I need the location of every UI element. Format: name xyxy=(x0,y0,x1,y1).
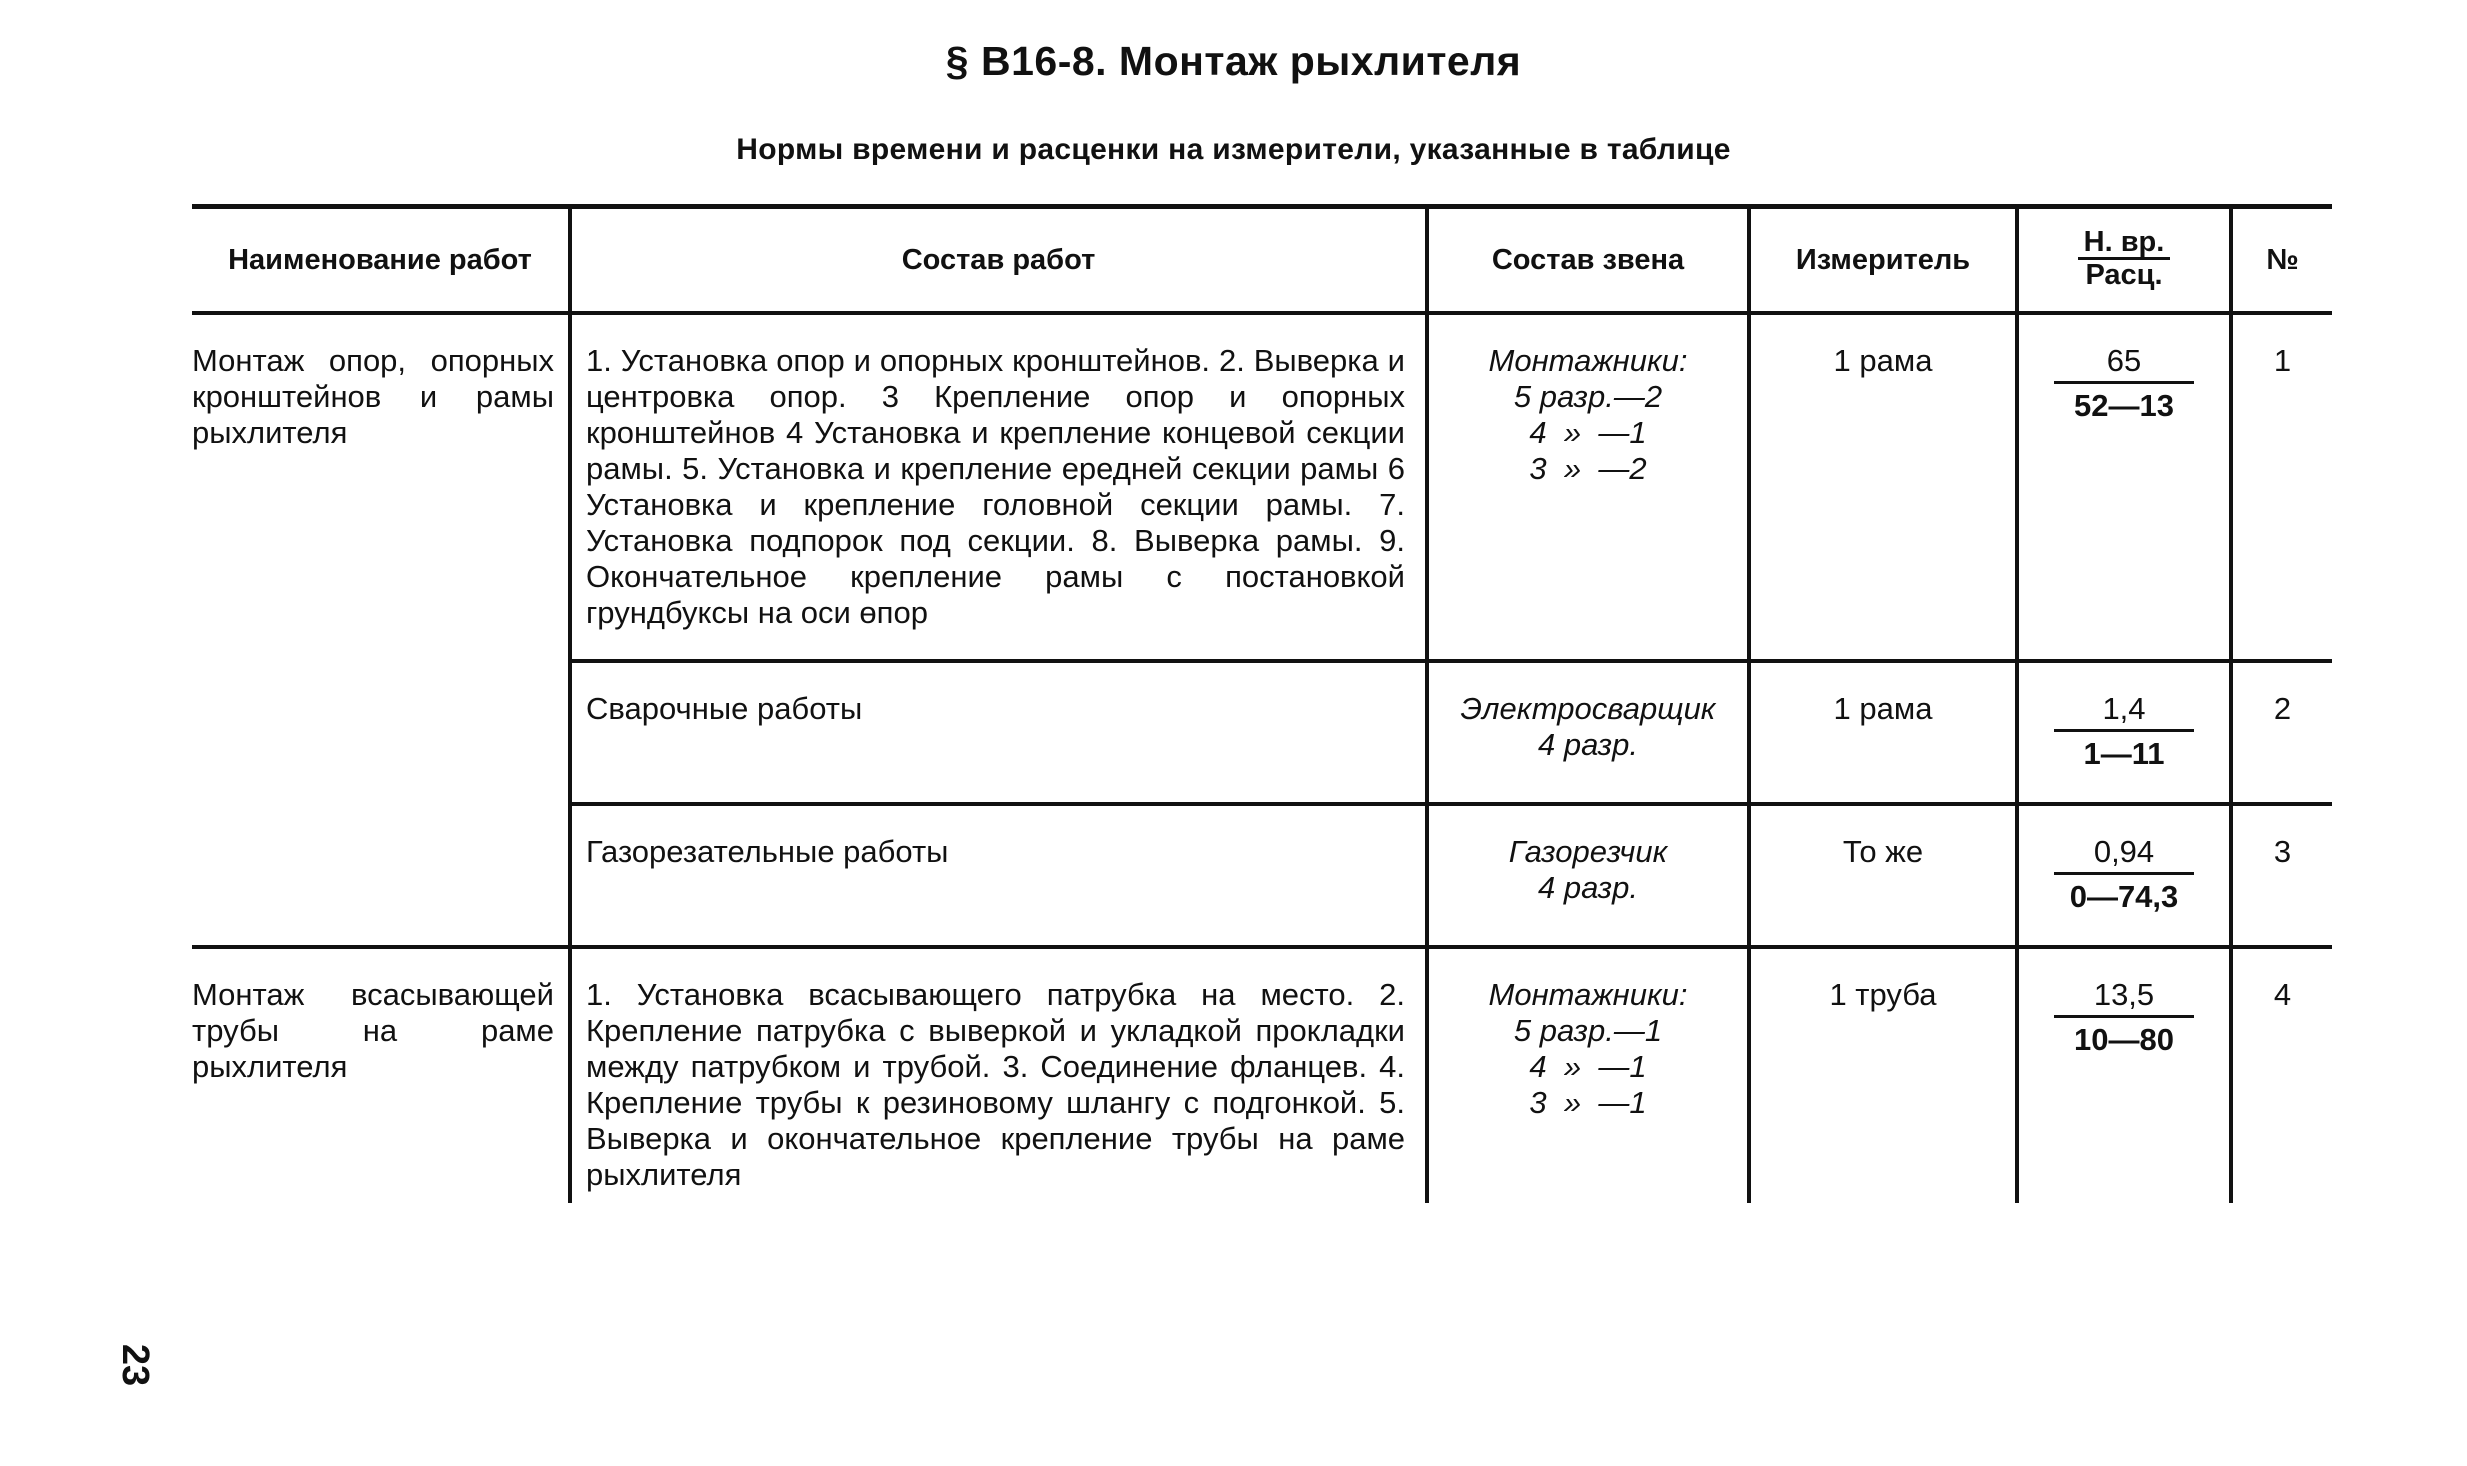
table-subtitle: Нормы времени и расценки на измерители, указанные в таблице xyxy=(736,133,1731,166)
time-norm: 0,94 xyxy=(2054,834,2194,875)
section-title: § В16-8. Монтаж рыхлителя xyxy=(945,38,1522,84)
header-rate xyxy=(2017,207,2231,314)
crew-line: Монтажники: xyxy=(1488,977,1688,1012)
crew-line: 4 » —1 xyxy=(1529,415,1647,450)
time-norm: 1,4 xyxy=(2054,691,2194,732)
rate-header-fraction xyxy=(2078,227,2171,290)
crew-composition xyxy=(1427,947,1749,1203)
crew-line: Электросварщик xyxy=(1460,691,1716,726)
crew-line: 3 » —1 xyxy=(1529,1085,1647,1120)
crew-line: 4 разр. xyxy=(1538,870,1638,905)
time-norm: 13,5 xyxy=(2054,977,2194,1018)
measure-unit: 1 рама xyxy=(1749,661,2017,804)
time-norm: 65 xyxy=(2054,343,2194,384)
measure-unit: 1 рама xyxy=(1749,313,2017,661)
crew-composition xyxy=(1427,661,1749,804)
header-price-label: Расц. xyxy=(2085,259,2163,291)
header-crew: Состав звена xyxy=(1427,207,1749,314)
row-number: 2 xyxy=(2231,661,2332,804)
table-row xyxy=(192,313,2332,661)
crew-line: 4 разр. xyxy=(1538,727,1638,762)
crew-line: Монтажники: xyxy=(1488,343,1688,378)
norm-rate xyxy=(2017,313,2231,661)
crew-line: Газорезчик xyxy=(1508,834,1668,869)
header-composition: Состав работ xyxy=(570,207,1427,314)
work-name: Монтаж опор, опорных кронштейнов и рамы рыхлителя xyxy=(192,343,554,450)
rate-fraction xyxy=(2054,343,2194,424)
measure-unit: 1 труба xyxy=(1749,947,2017,1203)
row-number: 1 xyxy=(2231,313,2332,661)
norms-table xyxy=(192,204,2332,1203)
header-number: № xyxy=(2231,207,2332,314)
rate-fraction xyxy=(2054,691,2194,772)
price-rate: 1—11 xyxy=(2083,736,2165,771)
price-rate: 52—13 xyxy=(2074,388,2174,423)
page-number: 23 xyxy=(114,1343,157,1387)
rate-fraction xyxy=(2054,977,2194,1058)
measure-unit: То же xyxy=(1749,804,2017,947)
price-rate: 10—80 xyxy=(2074,1022,2174,1057)
header-norm-label: Н. вр. xyxy=(2078,227,2171,260)
header-unit: Измеритель xyxy=(1749,207,2017,314)
work-composition: 1. Установка опор и опорных кронштейнов. 2. Выверка и центровка опор. 3 Крепление опор и опорных кронштейнов 4 Установка и крепление концевой секции рамы. 5. Установка и крепление ередней секции рамы 6 Установка и крепление головной секции рамы. 7. Установка подпорок под секции. 8. Выверка рамы. 9. Окончательное крепление рамы с постановкой грундбуксы на оси өпор xyxy=(570,313,1427,661)
crew-line: 5 разр.—1 xyxy=(1513,1013,1663,1048)
crew-composition xyxy=(1427,313,1749,661)
table-header-row xyxy=(192,207,2332,314)
row-number: 4 xyxy=(2231,947,2332,1203)
crew-line: 4 » —1 xyxy=(1529,1049,1647,1084)
header-name: Наименование работ xyxy=(192,207,570,314)
crew-line: 3 » —2 xyxy=(1529,451,1647,486)
norm-rate xyxy=(2017,947,2231,1203)
crew-line: 5 разр.—2 xyxy=(1513,379,1663,414)
norm-rate xyxy=(2017,804,2231,947)
work-composition: Газорезательные работы xyxy=(570,804,1427,947)
table-row xyxy=(192,947,2332,1203)
work-composition: Сварочные работы xyxy=(570,661,1427,804)
work-composition: 1. Установка всасывающего патрубка на место. 2. Крепление патрубка с выверкой и укладкой прокладки между патрубком и трубой. 3. Соединение фланцев. 4. Крепление трубы к резиновому шлангу с подгонкой. 5. Выверка и окончательное крепление трубы на раме рыхлителя xyxy=(570,947,1427,1203)
row-number: 3 xyxy=(2231,804,2332,947)
price-rate: 0—74,3 xyxy=(2069,879,2179,914)
crew-composition xyxy=(1427,804,1749,947)
work-name: Монтаж всасывающей трубы на раме рыхлителя xyxy=(192,947,570,1203)
rate-fraction xyxy=(2054,834,2194,915)
norm-rate xyxy=(2017,661,2231,804)
